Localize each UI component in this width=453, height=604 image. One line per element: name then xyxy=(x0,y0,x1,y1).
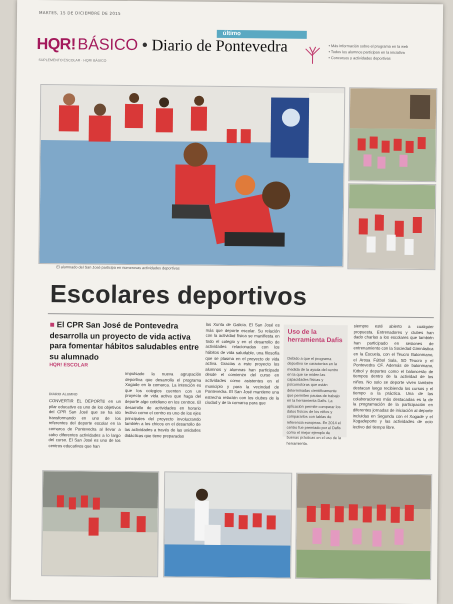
masthead-note: • Concursos y actividades deportivas xyxy=(328,56,391,61)
sidebox xyxy=(283,325,348,446)
article-column-1: CONVERTIR EL DEPORTE en un pilar educativo es uno de los objetivos del CPR San José que se ha ido transformando en uno de los referentes del deporte escolar en la comarca de Pontevedra al llevar a cabo diferentes actividades a lo largo del curso. El San José es uno de los centros educativos que han xyxy=(48,398,121,449)
masthead-notes xyxy=(329,43,437,62)
article-column-4: siempre esté abierto a cualquier propuesta. Entrenadores y clubes han dado charlas a los escolares que también han participado en sesiones de entrenamiento con la Sociedad Gimnástica en la Escuela, con el Teucro Balonmano, el Arosa Fútbol Sala, SD Teucro y el Pontevedra CF. Además de balonmano, fútbol y deportes como el baloncesto de tiempos dentro de la actividad de los niños. No solo se deporte viven también destacan luego recibiendo los cursos y el tiempo a la práctica. Una de las colaboraciones más destacadas es la de la programación de la participación en diferentes jornadas de iniciación al deporte incluidas en Segunda con el Xogade y el Xogadeporte y las actividades de ocio lectivo del tiempo libre. xyxy=(352,323,434,430)
masthead-note: • Más información sobre el programa en la web xyxy=(328,44,409,49)
masthead-hqr: HQR! xyxy=(36,35,76,54)
bottom-photo-right xyxy=(295,473,432,580)
masthead-basico: BÁSICO xyxy=(77,36,139,55)
section-tag: HQR! ESCOLAR xyxy=(49,362,88,369)
masthead-subtitle: SUPLEMENTO ESCOLAR · HQR! BÁSICO xyxy=(38,58,107,63)
byline: DIARIO ALUMNO xyxy=(49,392,78,397)
bottom-photo-left xyxy=(41,470,159,577)
lead-text: El CPR San José de Pontevedra desarrolla un proyecto de vida activa para fomentar hábitos saludables entre su alumnado xyxy=(49,320,199,362)
side-photo-top xyxy=(348,87,437,182)
article-headline: Escolares deportivos xyxy=(49,280,308,311)
tree-logo-icon xyxy=(303,44,321,64)
article-column-2: impulsado la nueva agrupación deportiva que desarrolla el programa Xogade en la comarca. La intención es que los colegios cuenten con un proyecto de vida activa que haga del deporte algo cotidiano en los centros. El desarrollo de actividades en horario lectivo como el centro es uno de los ejes principales del proyecto involucrando también a los chicos en el desarrollo de las actividades a través de las unidades didácticas que tiene preparadas xyxy=(124,370,202,439)
side-photo-bottom xyxy=(347,183,436,270)
masthead-separator: • xyxy=(141,37,148,55)
divider xyxy=(48,313,434,318)
photo-caption: El alumnado del San José participa en numerosas actividades deportivas xyxy=(56,265,180,271)
article-lead xyxy=(49,320,199,364)
newspaper-page xyxy=(11,0,443,604)
section-bar-label: último xyxy=(222,30,241,38)
sidebox-text: Debido a que el programa deportivo se caracteriza en la medida de la ayuda del centro en la que se miden las capacidades físicas y psicomotoras que están determinadas científicamente que permiten pautas de trabajo en la herramienta Dafis. La aplicación permite comparar los datos físicos de los niños y compararlos con tablas de referencia europeas. En 2014 el centro fue premiado por el Dafis como el mejor ejemplo de buenas prácticas en el uso de la herramienta. xyxy=(286,356,342,446)
article-column-3: las Xunta de Galicia. El San José es más que deporte escolar. Su relación con la actividad física se manifiesta en todo el colegio y en el desarrollo de actividades relacionadas con los hábitos de vida saludable, una filosofía que se plasma en el proyecto de vida activa. Gracias a este proyecto los alumnos y alumnas han participado desde el comienzo del curso en actividades como asistentes en el municipio y para la vecindad de Pontevedra. El San José mantiene una estrecha relación con los clubes de la ciudad y de la comarca para que xyxy=(204,321,280,406)
masthead xyxy=(37,36,288,57)
main-photo xyxy=(38,84,345,267)
bottom-photo-center xyxy=(163,471,292,578)
sidebox-title: Uso de la herramienta Dafis xyxy=(287,328,343,345)
dateline: MARTES, 15 DE DICIEMBRE DE 2015 xyxy=(38,10,121,16)
masthead-diario: Diario de Pontevedra xyxy=(151,37,288,56)
lead-marker-icon: ■ xyxy=(49,320,55,330)
masthead-note: • Todos los alumnos participan en la iniciativa xyxy=(328,50,405,55)
